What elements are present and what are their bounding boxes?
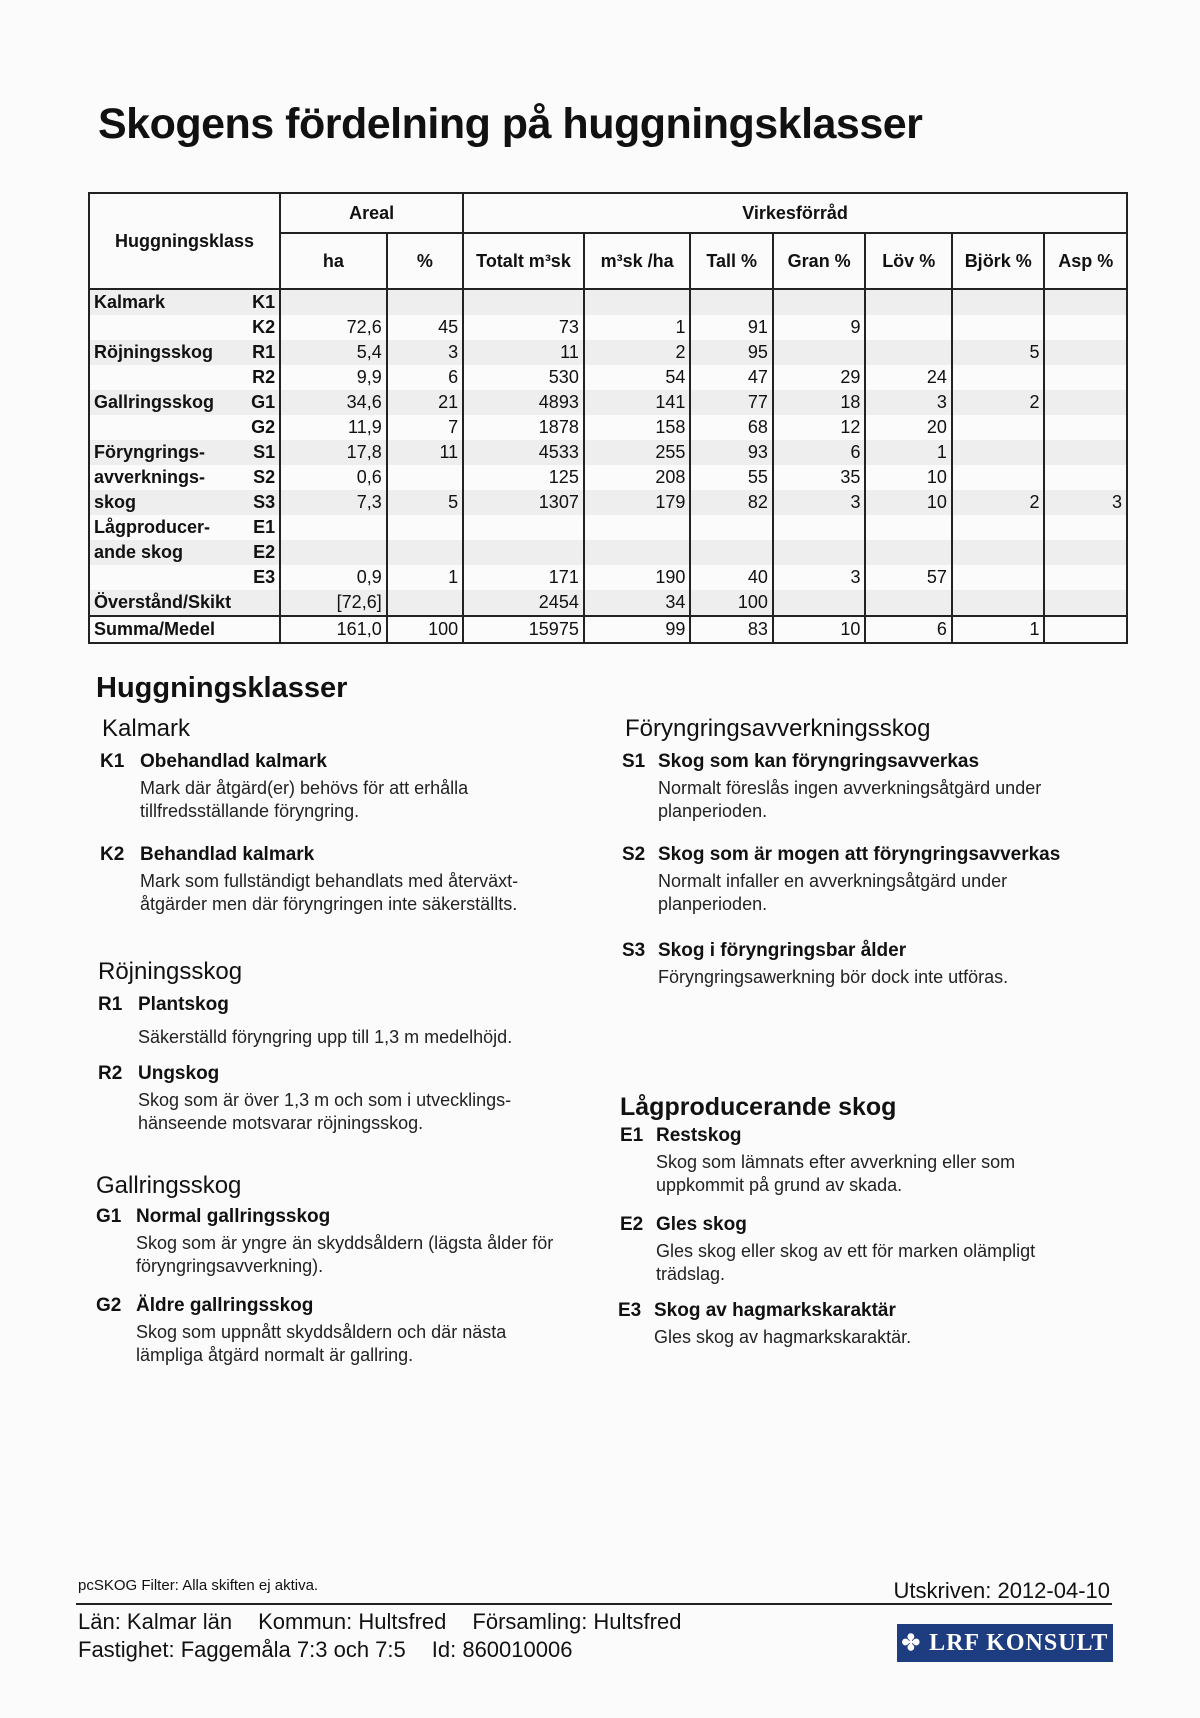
cell-tall: 40: [690, 565, 772, 590]
cell-pct: [387, 289, 463, 315]
legend-title: Skog i föryngringsbar ålder: [658, 940, 907, 961]
cell-bjork: [952, 515, 1045, 540]
footer-printed-date: Utskriven: 2012-04-10: [893, 1578, 1110, 1603]
cell-per-ha: 141: [584, 390, 691, 415]
col-group-areal: Areal: [280, 193, 463, 233]
cell-bjork: [952, 440, 1045, 465]
logo-text: LRF KONSULT: [929, 1629, 1109, 1656]
cell-lov: 6: [865, 616, 951, 643]
table-row: [89, 289, 1127, 315]
legend-item-g2: [96, 1295, 576, 1367]
cell-total: 1878: [463, 415, 584, 440]
footer-fastighet: Fastighet: Faggemåla 7:3 och 7:5: [78, 1637, 406, 1662]
cell-total: 15975: [463, 616, 584, 643]
cell-gran: [773, 590, 866, 616]
col-pct: %: [387, 233, 463, 289]
cell-lov: [865, 315, 951, 340]
cell-bjork: [952, 590, 1045, 616]
legend-desc: Normalt infaller en avverkningsåtgärd under planperioden.: [658, 871, 1008, 914]
cell-per-ha: 2: [584, 340, 691, 365]
cell-bjork: 2: [952, 490, 1045, 515]
cell-tall: 95: [690, 340, 772, 365]
col-tall: Tall %: [690, 233, 772, 289]
cell-lov: 57: [865, 565, 951, 590]
cell-bjork: [952, 315, 1045, 340]
cell-ha: [72,6]: [280, 590, 387, 616]
cell-lov: [865, 515, 951, 540]
legend-code: G2: [96, 1295, 122, 1316]
cell-bjork: 5: [952, 340, 1045, 365]
table-row: [89, 565, 1127, 590]
table-row: [89, 590, 1127, 616]
footer-forsamling: Församling: Hultsfred: [472, 1609, 682, 1634]
cell-class: Föryngrings-: [89, 440, 247, 465]
table-row: [89, 540, 1127, 565]
cell-ha: 72,6: [280, 315, 387, 340]
cell-ha: 7,3: [280, 490, 387, 515]
legend-title: Ungskog: [138, 1063, 220, 1084]
cell-gran: 18: [773, 390, 866, 415]
cell-total: 530: [463, 365, 584, 390]
footer-lan: Län: Kalmar län: [78, 1609, 233, 1634]
legend-item-e2: [620, 1214, 1100, 1286]
cell-class: skog: [89, 490, 247, 515]
legend-item-r2: [98, 1063, 578, 1135]
legend-desc: Mark som fullständigt behandlats med återväxt-åtgärder men där föryngringen inte säkerställts.: [140, 871, 519, 914]
cell-per-ha: 99: [584, 616, 691, 643]
cell-total: [463, 540, 584, 565]
cell-asp: [1044, 565, 1127, 590]
cell-per-ha: 255: [584, 440, 691, 465]
cell-code: S3: [247, 490, 280, 515]
cell-code: K2: [247, 315, 280, 340]
legend-code: K2: [100, 844, 125, 865]
cell-pct: [387, 465, 463, 490]
cell-per-ha: 34: [584, 590, 691, 616]
cell-total: 2454: [463, 590, 584, 616]
cell-bjork: [952, 465, 1045, 490]
cell-per-ha: 179: [584, 490, 691, 515]
col-ha: ha: [280, 233, 387, 289]
legend-desc: Skog som är över 1,3 m och som i utvecklings-hänseende motsvarar röjningsskog.: [138, 1090, 512, 1133]
cell-class: Lågproducer-: [89, 515, 247, 540]
cell-per-ha: 158: [584, 415, 691, 440]
legend-code: R2: [98, 1063, 123, 1084]
table-row: [89, 515, 1127, 540]
cell-class: [89, 415, 247, 440]
cell-gran: 9: [773, 315, 866, 340]
legend-code: S3: [622, 940, 646, 961]
cell-total: 125: [463, 465, 584, 490]
cell-per-ha: 190: [584, 565, 691, 590]
legend-title: Äldre gallringsskog: [136, 1295, 314, 1316]
cell-pct: 5: [387, 490, 463, 515]
legend-title: Normal gallringsskog: [136, 1206, 331, 1227]
cell-lov: [865, 289, 951, 315]
table-row: [89, 440, 1127, 465]
cell-asp: [1044, 340, 1127, 365]
cell-bjork: 2: [952, 390, 1045, 415]
cell-total: 4533: [463, 440, 584, 465]
legend-code: K1: [100, 751, 125, 772]
cell-code: E1: [247, 515, 280, 540]
cell-gran: [773, 289, 866, 315]
cell-gran: 10: [773, 616, 866, 643]
cell-total: 4893: [463, 390, 584, 415]
cell-ha: 0,9: [280, 565, 387, 590]
cell-asp: [1044, 390, 1127, 415]
cell-total: 11: [463, 340, 584, 365]
cell-ha: 11,9: [280, 415, 387, 440]
col-huggningsklass: Huggningsklass: [89, 193, 280, 289]
footer-id: Id: 860010006: [431, 1637, 573, 1662]
table-row: [89, 490, 1127, 515]
table-row: [89, 390, 1127, 415]
col-group-virkesforrad: Virkesförråd: [463, 193, 1127, 233]
cell-total: 73: [463, 315, 584, 340]
cell-class: Summa/Medel: [89, 616, 280, 643]
cell-code: [247, 590, 280, 616]
cell-class: Överstånd/Skikt: [89, 590, 247, 616]
legend-title: Skog av hagmarkskaraktär: [654, 1300, 896, 1321]
cell-tall: 83: [690, 616, 772, 643]
cell-gran: 3: [773, 565, 866, 590]
cell-lov: 3: [865, 390, 951, 415]
cell-ha: 9,9: [280, 365, 387, 390]
cell-ha: 5,4: [280, 340, 387, 365]
legend-desc: Säkerställd föryngring upp till 1,3 m medelhöjd.: [138, 1027, 513, 1047]
summary-row: [89, 616, 1127, 643]
cell-ha: 17,8: [280, 440, 387, 465]
cell-class: Röjningsskog: [89, 340, 247, 365]
legend-title: Skog som kan föryngringsavverkas: [658, 751, 980, 772]
logo-mark-icon: ✤: [901, 1630, 922, 1655]
cell-class: Gallringsskog: [89, 390, 247, 415]
cell-gran: 12: [773, 415, 866, 440]
cell-code: R2: [247, 365, 280, 390]
legend-code: S2: [622, 844, 646, 865]
cell-class: avverknings-: [89, 465, 247, 490]
cell-lov: 10: [865, 490, 951, 515]
footer-divider: [76, 1603, 1112, 1605]
cell-gran: 35: [773, 465, 866, 490]
cell-asp: [1044, 540, 1127, 565]
cell-per-ha: 54: [584, 365, 691, 390]
cell-ha: [280, 540, 387, 565]
cell-code: G1: [247, 390, 280, 415]
legend-desc: Gles skog av hagmarkskaraktär.: [654, 1327, 912, 1347]
cell-lov: [865, 340, 951, 365]
cell-ha: [280, 515, 387, 540]
cell-code: K1: [247, 289, 280, 315]
legend-desc: Mark där åtgärd(er) behövs för att erhålla tillfredsställande föryngring.: [140, 778, 469, 821]
legend-item-k2: [100, 844, 580, 916]
cell-pct: [387, 590, 463, 616]
cell-tall: 93: [690, 440, 772, 465]
cell-lov: 20: [865, 415, 951, 440]
group-kalmark-heading: Kalmark: [102, 715, 191, 742]
legend-heading: Huggningsklasser: [96, 672, 348, 704]
legend-title: Gles skog: [656, 1214, 747, 1235]
cell-class: Kalmark: [89, 289, 247, 315]
cell-asp: [1044, 515, 1127, 540]
cell-class: [89, 315, 247, 340]
cell-bjork: [952, 365, 1045, 390]
cell-bjork: [952, 415, 1045, 440]
cell-total: 1307: [463, 490, 584, 515]
cell-gran: [773, 515, 866, 540]
cell-tall: 68: [690, 415, 772, 440]
cell-lov: 10: [865, 465, 951, 490]
legend-code: E1: [620, 1125, 644, 1146]
lrf-konsult-logo: [897, 1624, 1113, 1662]
cell-pct: 21: [387, 390, 463, 415]
cell-gran: 3: [773, 490, 866, 515]
cell-ha: 0,6: [280, 465, 387, 490]
cell-pct: 100: [387, 616, 463, 643]
cell-gran: 6: [773, 440, 866, 465]
cell-per-ha: [584, 289, 691, 315]
cell-asp: [1044, 415, 1127, 440]
cell-gran: [773, 340, 866, 365]
legend-desc: Föryngringsawerkning bör dock inte utföras.: [658, 967, 1009, 987]
cell-pct: 11: [387, 440, 463, 465]
legend-item-e1: [620, 1125, 1100, 1197]
cell-code: E2: [247, 540, 280, 565]
cell-class: [89, 365, 247, 390]
cell-code: S1: [247, 440, 280, 465]
group-foryngring-heading: Föryngringsavverkningsskog: [625, 715, 931, 742]
cell-asp: [1044, 440, 1127, 465]
table-row: [89, 415, 1127, 440]
legend-item-g1: [96, 1206, 576, 1278]
table-row: [89, 315, 1127, 340]
cell-asp: [1044, 315, 1127, 340]
huggningsklass-table: [88, 192, 1128, 644]
cell-code: G2: [247, 415, 280, 440]
legend-desc: Normalt föreslås ingen avverkningsåtgärd under planperioden.: [658, 778, 1042, 821]
cell-ha: 161,0: [280, 616, 387, 643]
group-lagprod-heading: Lågproducerande skog: [620, 1093, 897, 1121]
table-row: [89, 465, 1127, 490]
legend-title: Skog som är mogen att föryngringsavverkas: [658, 844, 1061, 865]
table-row: [89, 340, 1127, 365]
legend-title: Plantskog: [138, 994, 229, 1015]
col-lov: Löv %: [865, 233, 951, 289]
cell-gran: [773, 540, 866, 565]
legend-desc: Gles skog eller skog av ett för marken olämpligt trädslag.: [656, 1241, 1036, 1284]
cell-pct: 6: [387, 365, 463, 390]
cell-bjork: [952, 289, 1045, 315]
cell-tall: 100: [690, 590, 772, 616]
legend-code: S1: [622, 751, 646, 772]
page-title: Skogens fördelning på huggningsklasser: [98, 100, 923, 148]
legend-item-s3: [622, 940, 1102, 989]
cell-per-ha: [584, 540, 691, 565]
cell-asp: [1044, 590, 1127, 616]
footer-meta: [78, 1608, 707, 1664]
legend-title: Obehandlad kalmark: [140, 751, 327, 772]
cell-lov: 1: [865, 440, 951, 465]
group-rojning-heading: Röjningsskog: [98, 958, 243, 985]
legend-item-r1: [98, 994, 578, 1049]
cell-class: [89, 565, 247, 590]
cell-tall: 55: [690, 465, 772, 490]
legend-desc: Skog som lämnats efter avverkning eller som uppkommit på grund av skada.: [656, 1152, 1016, 1195]
cell-asp: [1044, 616, 1127, 643]
cell-tall: [690, 515, 772, 540]
col-bjork: Björk %: [952, 233, 1045, 289]
cell-per-ha: [584, 515, 691, 540]
cell-ha: 34,6: [280, 390, 387, 415]
cell-pct: 45: [387, 315, 463, 340]
legend-code: R1: [98, 994, 123, 1015]
cell-bjork: [952, 565, 1045, 590]
cell-tall: 82: [690, 490, 772, 515]
cell-code: S2: [247, 465, 280, 490]
legend-item-k1: [100, 751, 580, 823]
cell-asp: [1044, 289, 1127, 315]
footer-kommun: Kommun: Hultsfred: [258, 1609, 447, 1634]
legend-desc: Skog som uppnått skyddsåldern och där nästa lämpliga åtgärd normalt är gallring.: [136, 1322, 507, 1365]
cell-per-ha: 208: [584, 465, 691, 490]
cell-asp: 3: [1044, 490, 1127, 515]
cell-pct: 3: [387, 340, 463, 365]
cell-asp: [1044, 365, 1127, 390]
cell-pct: 1: [387, 565, 463, 590]
table-row: [89, 365, 1127, 390]
cell-code: E3: [247, 565, 280, 590]
cell-lov: [865, 590, 951, 616]
cell-per-ha: 1: [584, 315, 691, 340]
legend-item-s2: [622, 844, 1102, 916]
legend-code: E3: [618, 1300, 642, 1321]
cell-total: [463, 515, 584, 540]
cell-class: ande skog: [89, 540, 247, 565]
cell-tall: [690, 540, 772, 565]
cell-total: [463, 289, 584, 315]
cell-tall: 91: [690, 315, 772, 340]
footer-filter: pcSKOG Filter: Alla skiften ej aktiva.: [78, 1577, 319, 1594]
legend-item-s1: [622, 751, 1102, 823]
legend-title: Behandlad kalmark: [140, 844, 315, 865]
cell-pct: [387, 515, 463, 540]
col-total: Totalt m³sk: [463, 233, 584, 289]
cell-bjork: [952, 540, 1045, 565]
cell-total: 171: [463, 565, 584, 590]
cell-ha: [280, 289, 387, 315]
legend-code: G1: [96, 1206, 122, 1227]
legend-desc: Skog som är yngre än skyddsåldern (lägsta ålder för föryngringsavverkning).: [136, 1233, 554, 1276]
legend-item-e3: [618, 1300, 1098, 1349]
col-asp: Asp %: [1044, 233, 1127, 289]
col-gran: Gran %: [773, 233, 866, 289]
cell-tall: [690, 289, 772, 315]
cell-pct: [387, 540, 463, 565]
cell-tall: 47: [690, 365, 772, 390]
cell-lov: 24: [865, 365, 951, 390]
cell-gran: 29: [773, 365, 866, 390]
col-per-ha: m³sk /ha: [584, 233, 691, 289]
cell-bjork: 1: [952, 616, 1045, 643]
legend-title: Restskog: [656, 1125, 742, 1146]
cell-pct: 7: [387, 415, 463, 440]
group-gallring-heading: Gallringsskog: [96, 1172, 242, 1199]
cell-lov: [865, 540, 951, 565]
cell-asp: [1044, 465, 1127, 490]
cell-tall: 77: [690, 390, 772, 415]
legend-code: E2: [620, 1214, 644, 1235]
cell-code: R1: [247, 340, 280, 365]
